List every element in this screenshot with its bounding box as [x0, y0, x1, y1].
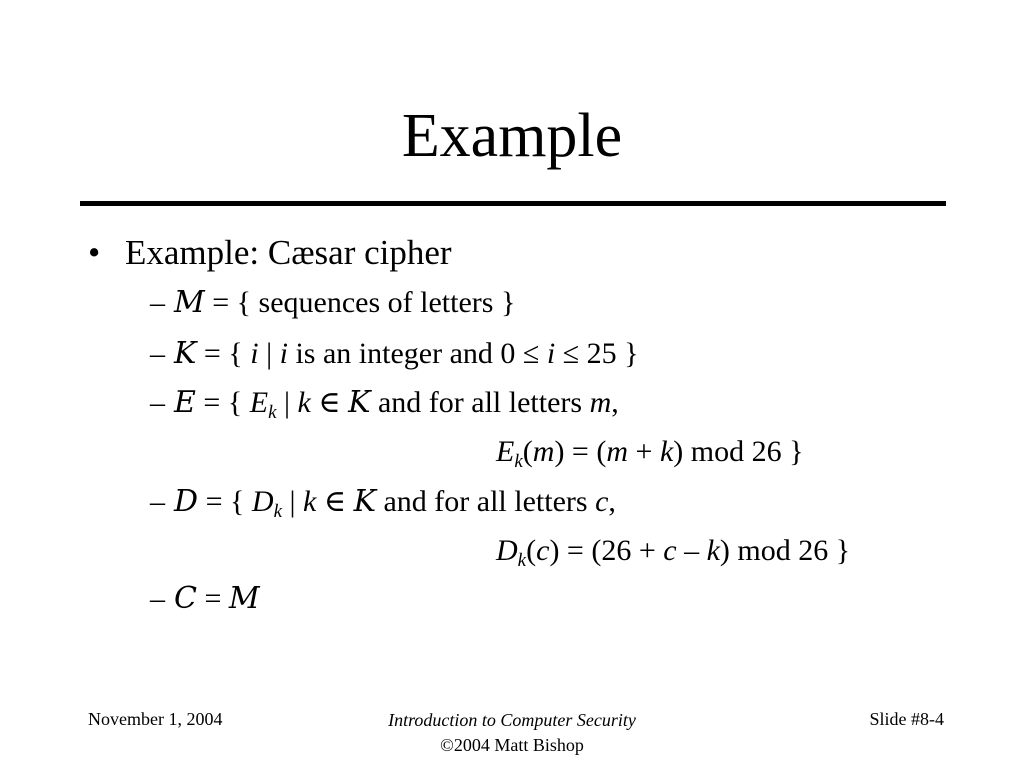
footer-course-title: Introduction to Computer Security: [388, 710, 636, 730]
footer-date: November 1, 2004: [88, 709, 223, 729]
message-space-symbol: M: [228, 581, 260, 616]
dash-marker: –: [150, 582, 165, 615]
formula-text: ) mod 26 }: [673, 435, 804, 468]
decryption-set-symbol: D: [174, 484, 199, 519]
var-m: m: [589, 386, 612, 419]
ciphertext-text: =: [196, 582, 229, 615]
dash-marker: –: [150, 286, 165, 319]
var-k: k: [297, 386, 311, 419]
decryption-text: ,: [608, 485, 616, 518]
var-m: m: [532, 435, 555, 468]
key-space-text: is an integer and 0 ≤: [287, 337, 547, 370]
item-decryption-functions: [150, 483, 616, 521]
formula-text: +: [628, 435, 660, 468]
element-of-symbol: ∈: [310, 386, 349, 419]
item-message-space: [150, 284, 515, 322]
encrypt-function: E: [249, 386, 269, 419]
decrypt-function: D: [496, 534, 518, 567]
key-space-text: = {: [196, 337, 251, 370]
bullet-caesar-cipher: [88, 230, 452, 276]
dash-marker: –: [150, 485, 165, 518]
bullet-text: Example: Cæsar cipher: [125, 233, 452, 272]
bullet-marker: •: [88, 233, 101, 272]
ciphertext-space-symbol: C: [174, 581, 197, 616]
decrypt-function: D: [251, 485, 274, 518]
footer-slide-number: Slide #8-4: [869, 709, 944, 729]
message-space-symbol: M: [174, 285, 205, 320]
footer-course-block: [312, 708, 712, 758]
formula-text: ) = (26 +: [549, 534, 664, 567]
item-encryption-formula: [496, 433, 804, 471]
subscript-k: k: [273, 501, 282, 522]
element-of-symbol: ∈: [316, 485, 354, 518]
var-k: k: [659, 435, 674, 468]
formula-text: (: [526, 534, 537, 567]
message-space-text: = { sequences of letters }: [204, 286, 516, 319]
var-i: i: [546, 337, 556, 370]
key-space-text: |: [258, 337, 280, 370]
item-ciphertext-space: [150, 580, 260, 618]
formula-text: (: [522, 435, 533, 468]
decryption-text: |: [282, 485, 304, 518]
slide-title: Example: [401, 102, 623, 170]
encryption-text: = {: [195, 386, 250, 419]
encryption-text: and for all letters: [370, 386, 590, 419]
formula-text: –: [676, 534, 707, 567]
var-c: c: [536, 534, 550, 567]
subscript-k: k: [268, 402, 277, 423]
item-encryption-functions: [150, 384, 619, 422]
encryption-text: ,: [611, 386, 619, 419]
var-k: k: [706, 534, 720, 567]
subscript-k: k: [514, 451, 523, 472]
key-space-symbol: K: [174, 336, 197, 371]
var-m: m: [606, 435, 629, 468]
key-space-symbol: K: [353, 484, 376, 519]
var-c: c: [663, 534, 677, 567]
formula-text: ) = (: [554, 435, 607, 468]
var-c: c: [595, 485, 609, 518]
var-i: i: [250, 337, 259, 370]
item-decryption-formula: [496, 532, 850, 570]
footer-copyright: ©2004 Matt Bishop: [440, 735, 584, 755]
title-divider: [80, 201, 946, 206]
decryption-text: = {: [198, 485, 252, 518]
dash-marker: –: [150, 337, 165, 370]
encryption-text: |: [276, 386, 298, 419]
encryption-set-symbol: E: [174, 385, 196, 420]
encrypt-function: E: [496, 435, 515, 468]
key-space-symbol: K: [348, 385, 371, 420]
dash-marker: –: [150, 386, 165, 419]
item-key-space: [150, 335, 639, 373]
key-space-text: ≤ 25 }: [555, 337, 639, 370]
decryption-text: and for all letters: [375, 485, 596, 518]
var-i: i: [279, 337, 288, 370]
subscript-k: k: [517, 550, 527, 571]
formula-text: ) mod 26 }: [719, 534, 851, 567]
var-k: k: [303, 485, 317, 518]
